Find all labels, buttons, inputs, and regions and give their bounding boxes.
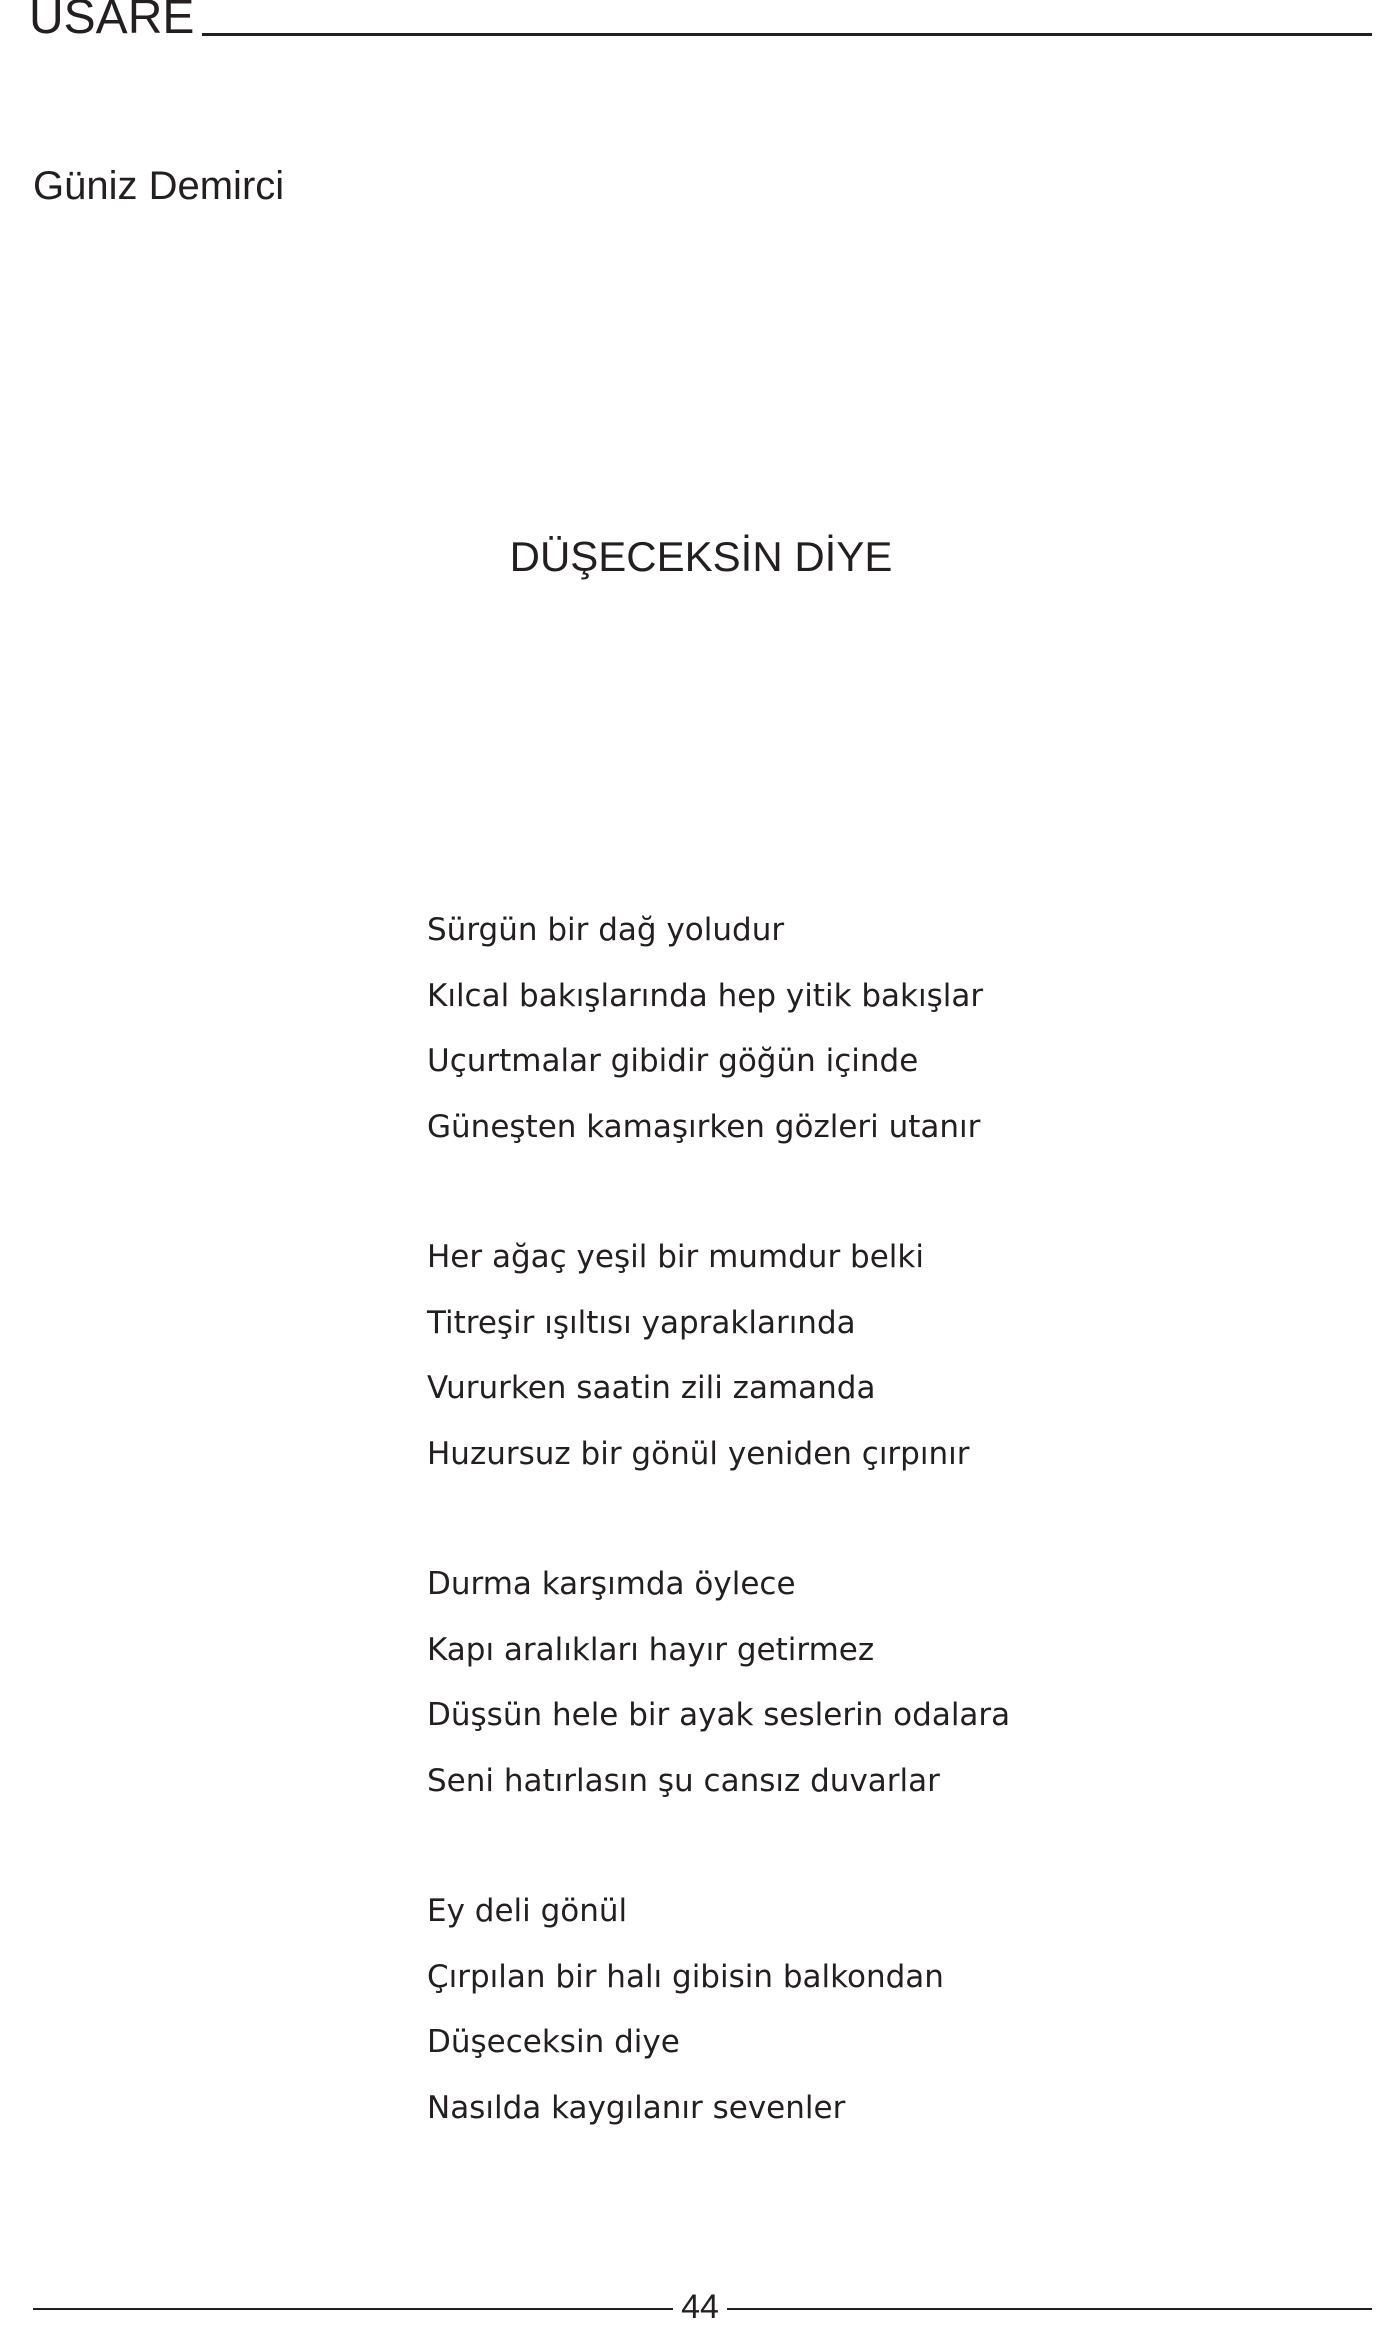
header-rule [202,33,1372,36]
verse-line: Titreşir ışıltısı yapraklarında [427,1304,856,1341]
verse-line: Ey deli gönül [427,1893,628,1929]
verse-line: Huzursuz bir gönül yeniden çırpınır [427,1435,970,1472]
page-header [0,0,1400,50]
verse-line: Her ağaç yeşil bir mumdur belki [427,1239,924,1275]
verse-line: Kapı aralıkları hayır getirmez [427,1631,875,1668]
verse-line: Uçurtmalar gibidir göğün içinde [427,1043,919,1079]
verse-line: Durma karşımda öylece [427,1566,796,1602]
verse-line: Vururken saatin zili zamanda [427,1370,876,1406]
poem-body [427,898,1327,2206]
stanza-2 [427,1225,1327,1487]
stanza-1 [427,898,1327,1160]
page-number: 44 [681,2288,719,2326]
verse-line: Çırpılan bir halı gibisin balkondan [427,1958,944,1995]
verse-line: Nasılda kaygılanır sevenler [427,2089,846,2126]
verse-line: Seni hatırlasın şu cansız duvarlar [427,1762,940,1799]
verse-line: Düşsün hele bir ayak seslerin odalara [427,1697,1011,1733]
page-footer [0,2282,1400,2332]
poem-title [0,532,1400,582]
footer-rule-left [33,2308,673,2310]
verse-line: Güneşten kamaşırken gözleri utanır [427,1108,981,1145]
stanza-4 [427,1879,1327,2141]
journal-name: USARE [29,0,195,44]
author-name: Güniz Demirci [33,164,285,208]
poem-title-text: DÜŞECEKSİN DİYE [509,533,893,580]
footer-rule-right [727,2308,1372,2310]
verse-line: Sürgün bir dağ yoludur [427,912,785,948]
verse-line: Düşeceksin diye [427,2024,680,2060]
stanza-3 [427,1552,1327,1814]
verse-line: Kılcal bakışlarında hep yitik bakışlar [427,977,984,1014]
